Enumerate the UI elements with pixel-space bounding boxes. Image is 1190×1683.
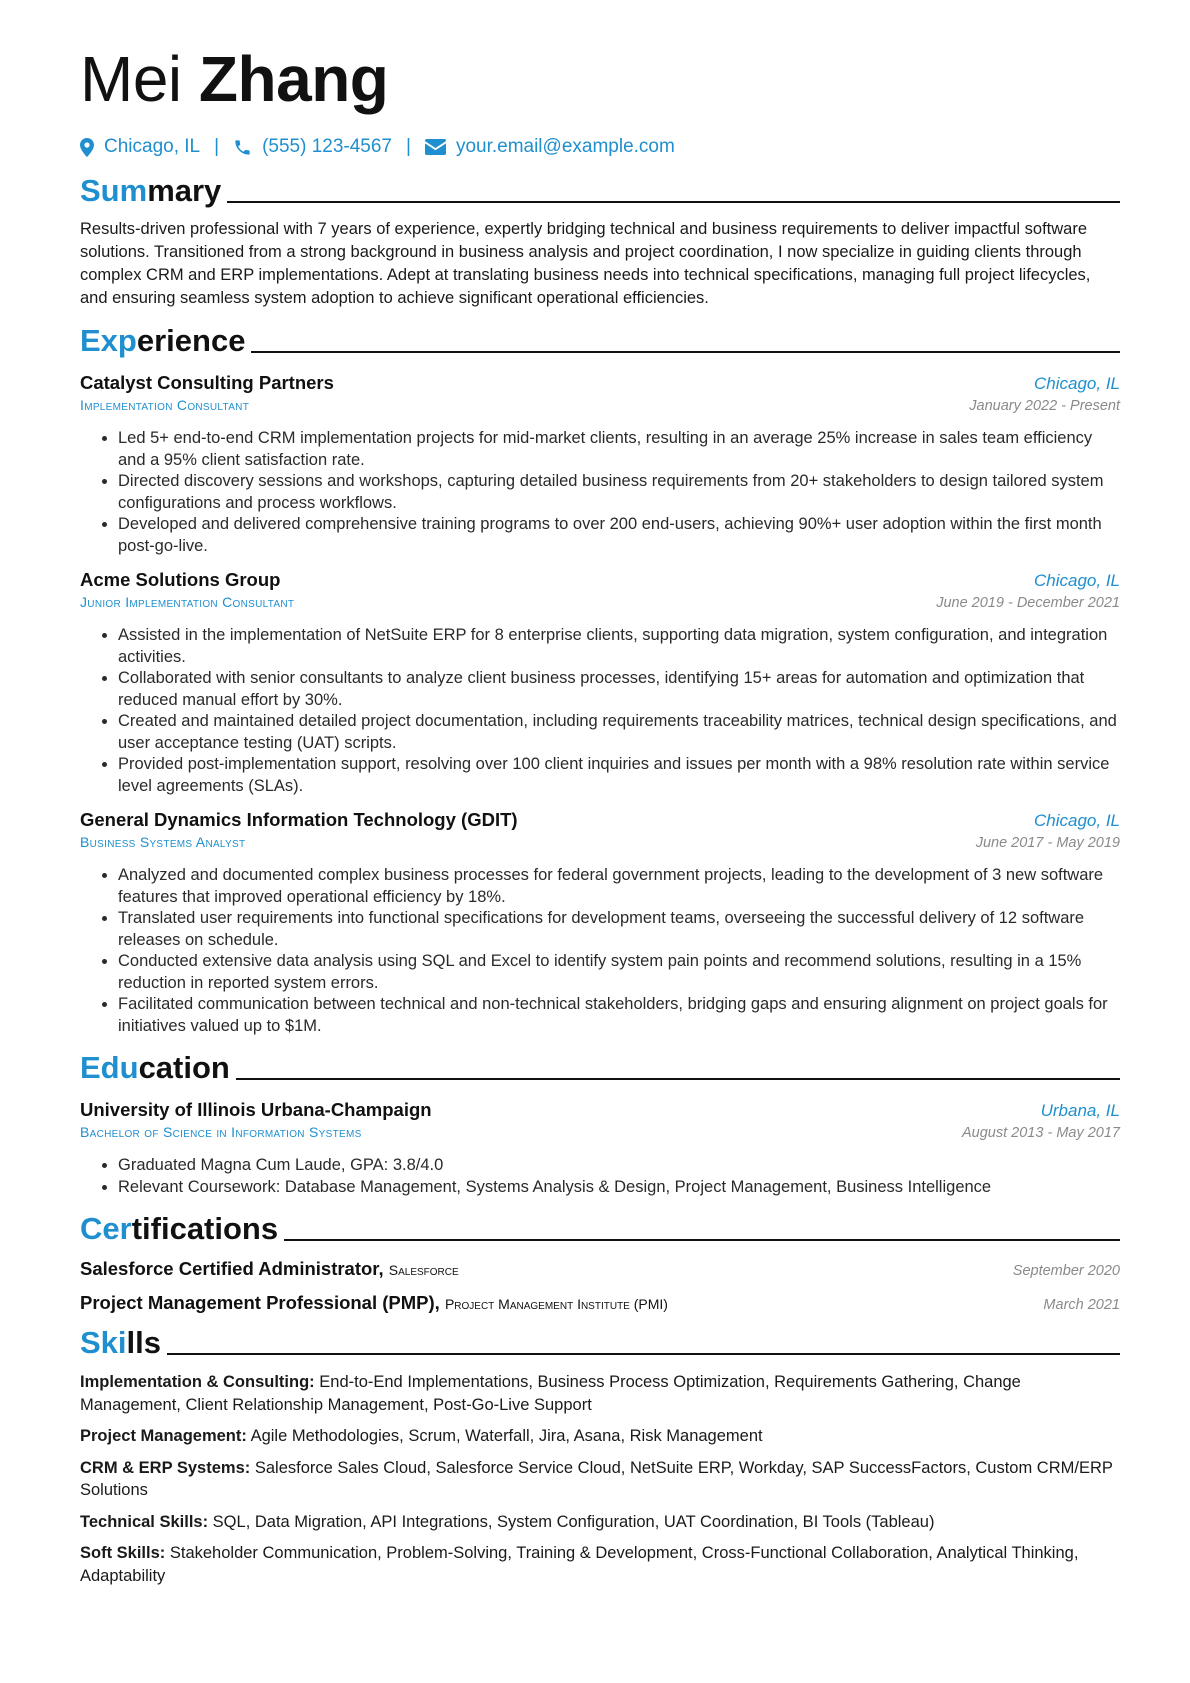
contact-separator: |: [214, 136, 220, 157]
company-name: Catalyst Consulting Partners: [80, 372, 334, 393]
heading-rest: tifications: [131, 1211, 279, 1246]
education-entry: [80, 1099, 1120, 1198]
job-dates: January 2022 - Present: [969, 398, 1120, 414]
bullet-item: • Directed discovery sessions and workshops, capturing detailed business requirements from 20+ stakeholders to design tailored system configurations and process workflows.: [118, 471, 1120, 514]
skill-text: Salesforce Sales Cloud, Salesforce Service Cloud, NetSuite ERP, Workday, SAP SuccessFactors, Custom CRM/ERP Solutions: [80, 1458, 1113, 1499]
job-location: Chicago, IL: [1034, 374, 1120, 393]
heading-rest: lls: [126, 1325, 161, 1360]
candidate-name: [80, 40, 1120, 118]
skill-line: [80, 1425, 1120, 1448]
cert-entry: Project Management Professional (PMP), Project Management Institute (PMI) March 2021: [80, 1292, 1120, 1313]
education-heading: [80, 1049, 1120, 1087]
job-dates: June 2017 - May 2019: [975, 835, 1120, 851]
school-location: Urbana, IL: [1040, 1101, 1120, 1120]
bullet-item: • Created and maintained detailed project documentation, including requirements traceability matrices, technical design specifications, and user acceptance testing (UAT) scripts.: [118, 711, 1120, 754]
heading-rest: cation: [138, 1050, 230, 1085]
bullet-item: • Provided post-implementation support, resolving over 100 client inquiries and issues per month with a 98% resolution rate within service level agreements (SLAs).: [118, 754, 1120, 797]
contact-location: [80, 136, 200, 158]
cert-name: Salesforce Certified Administrator: [80, 1258, 379, 1279]
section-title: [80, 1210, 278, 1248]
company-name: Acme Solutions Group: [80, 569, 281, 590]
cert-org: Salesforce: [388, 1262, 459, 1278]
bullet-item: • Conducted extensive data analysis using SQL and Excel to identify system pain points and recommend solutions, resulting in a 15% reduction in reported system errors.: [118, 951, 1120, 994]
job-bullets: [80, 428, 1120, 557]
bullet-item: • Relevant Coursework: Database Management, Systems Analysis & Design, Project Management, Business Intelligence: [118, 1177, 1120, 1199]
cert-date: September 2020: [1012, 1263, 1120, 1279]
job-entry: [80, 372, 1120, 557]
skill-text: Stakeholder Communication, Problem-Solving, Training & Development, Cross-Functional Collaboration, Analytical Thinking, Adaptability: [80, 1544, 1079, 1585]
email-link: your.email@example.com: [455, 136, 675, 157]
heading-accent: Edu: [80, 1050, 139, 1085]
section-rule: [167, 1353, 1120, 1355]
skill-line: [80, 1371, 1120, 1416]
heading-accent: Ski: [80, 1325, 127, 1360]
cert-name: Project Management Professional (PMP): [80, 1292, 435, 1313]
skill-label: Soft Skills:: [80, 1544, 166, 1562]
contact-separator: |: [406, 136, 411, 157]
skill-line: [80, 1511, 1120, 1534]
first-name: Mei: [80, 43, 182, 115]
section-rule: [284, 1239, 1120, 1241]
map-pin-icon: [80, 138, 94, 157]
skill-text: SQL, Data Migration, API Integrations, System Configuration, UAT Coordination, BI Tools (Tableau): [212, 1512, 935, 1531]
job-role: Junior Implementation Consultant: [80, 594, 295, 610]
cert-date: March 2021: [1043, 1297, 1120, 1313]
location-text: Chicago, IL: [104, 136, 201, 157]
bullet-item: • Graduated Magna Cum Laude, GPA: 3.8/4.0: [118, 1155, 1120, 1177]
certifications-heading: [80, 1210, 1120, 1248]
section-title: [80, 1049, 230, 1087]
summary-text: Results-driven professional with 7 years of experience, expertly bridging technical and business requirements to deliver impactful software solutions. Transitioned from a strong background in business analysis and project coordination, I now specialize in guiding clients through complex CRM and ERP implementations. Adept at translating business needs into technical specifications, managing full project lifecycles, and ensuring seamless system adoption to achieve significant operational efficiencies.: [80, 220, 1091, 307]
education-dates: August 2013 - May 2017: [962, 1125, 1120, 1141]
bullet-item: • Facilitated communication between technical and non-technical stakeholders, bridging gaps and ensuring alignment on project goals for initiatives valued up to $1M.: [118, 994, 1120, 1037]
job-role: Implementation Consultant: [80, 397, 250, 413]
skill-label: Implementation & Consulting:: [80, 1373, 315, 1391]
skill-line: [80, 1542, 1120, 1587]
job-entry: [80, 569, 1120, 797]
job-dates: June 2019 - December 2021: [936, 595, 1120, 611]
resume: [80, 40, 1120, 1587]
bullet-item: • Analyzed and documented complex business processes for federal government projects, leading to the development of 3 new software features that improved operational efficiency by 18%.: [118, 865, 1120, 908]
section-rule: [227, 201, 1120, 203]
heading-accent: Cer: [80, 1211, 132, 1246]
section-title: [80, 322, 245, 360]
job-role: Business Systems Analyst: [80, 834, 246, 850]
skill-label: Project Management:: [80, 1427, 247, 1445]
job-location: Chicago, IL: [1034, 811, 1120, 830]
section-rule: [251, 351, 1120, 353]
bullet-item: • Led 5+ end-to-end CRM implementation projects for mid-market clients, resulting in an average 25% increase in sales team efficiency and a 95% client satisfaction rate.: [118, 428, 1120, 471]
school-name: University of Illinois Urbana-Champaign: [80, 1099, 432, 1120]
education-bullets: [80, 1155, 1120, 1198]
cert-org: Project Management Institute (PMI): [444, 1296, 668, 1312]
phone-text: (555) 123-4567: [262, 136, 392, 157]
heading-accent: Exp: [80, 323, 137, 358]
skill-text: End-to-End Implementations, Business Process Optimization, Requirements Gathering, Change Management, Client Relationship Management, Post-Go-Live Support: [80, 1373, 1021, 1414]
summary-heading: [80, 172, 1120, 210]
envelope-icon: [425, 139, 446, 155]
heading-accent: Sum: [80, 173, 148, 208]
cert-entry: Salesforce Certified Administrator, Salesforce September 2020: [80, 1258, 1120, 1279]
phone-icon: [233, 138, 252, 157]
heading-rest: erience: [136, 323, 246, 358]
bullet-item: • Assisted in the implementation of NetSuite ERP for 8 enterprise clients, supporting data migration, system configuration, and integration activities.: [118, 625, 1120, 668]
job-bullets: [80, 865, 1120, 1037]
heading-rest: mary: [147, 173, 222, 208]
contact-phone[interactable]: [233, 136, 392, 158]
bullet-item: • Developed and delivered comprehensive training programs to over 200 end-users, achieving 90%+ user adoption within the first month post-go-live.: [118, 514, 1120, 557]
skill-text: Agile Methodologies, Scrum, Waterfall, Jira, Asana, Risk Management: [250, 1427, 763, 1445]
contact-line: [80, 136, 1120, 158]
skill-label: Technical Skills:: [80, 1512, 209, 1531]
experience-heading: [80, 322, 1120, 360]
skill-line: [80, 1457, 1120, 1502]
bullet-item: • Collaborated with senior consultants to analyze client business processes, identifying 15+ areas for automation and optimization that reduced manual effort by 30%.: [118, 668, 1120, 711]
skill-label: CRM & ERP Systems:: [80, 1458, 251, 1477]
contact-email[interactable]: [425, 136, 675, 158]
last-name: Zhang: [198, 43, 389, 115]
section-title: [80, 172, 221, 210]
skills-heading: [80, 1324, 1120, 1362]
bullet-item: • Translated user requirements into functional specifications for development teams, overseeing the successful delivery of 12 software releases on schedule.: [118, 908, 1120, 951]
company-name: General Dynamics Information Technology (GDIT): [80, 809, 518, 830]
degree: Bachelor of Science in Information Systems: [80, 1124, 362, 1140]
job-bullets: [80, 625, 1120, 797]
job-entry: [80, 809, 1120, 1037]
job-location: Chicago, IL: [1034, 571, 1120, 590]
section-title: [80, 1324, 161, 1362]
section-rule: [236, 1078, 1120, 1080]
